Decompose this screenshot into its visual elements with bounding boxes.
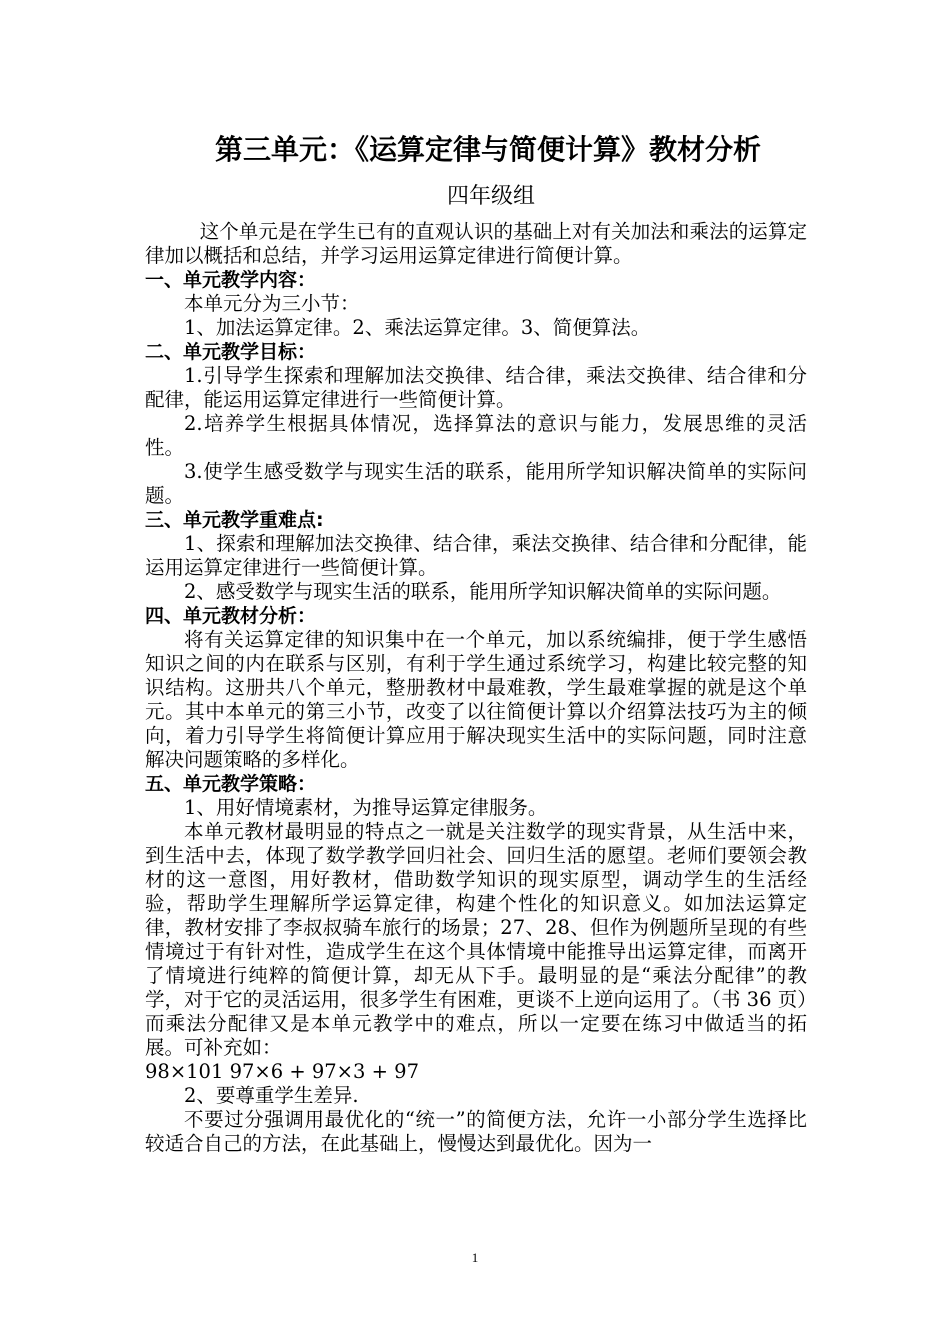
paragraph: 1.引导学生探索和理解加法交换律、结合律，乘法交换律、结合律和分配律，能运用运算定律进行一些简便计算。: [145, 364, 807, 411]
section-heading: 五、单元教学策略：: [145, 773, 317, 795]
paragraph: 1、加法运算定律。2、乘法运算定律。3、简便算法。: [184, 316, 651, 339]
document-title: 第三单元：《运算定律与简便计算》教材分析: [215, 133, 762, 166]
paragraph: 1、用好情境素材，为推导运算定律服务。: [184, 796, 548, 819]
intro-paragraph: 这个单元是在学生已有的直观认识的基础上对有关加法和乘法的运算定律加以概括和总结，并学习运用运算定律进行简便计算。: [145, 220, 807, 267]
document-page: [145, 130, 807, 1156]
section-heading: 四、单元教材分析：: [145, 605, 317, 627]
paragraph: 本单元教材最明显的特点之一就是关注数学的现实背景，从生活中来，到生活中去，体现了数学教学回归社会、回归生活的愿望。老师们要领会教材的这一意图，用好教材，借助数学知识的现实原型，调动学生的生活经验，帮助学生理解所学运算定律，构建个性化的知识意义。如加法运算定律，教材安排了李叔叔骑车旅行的场景；27、28、但作为例题所呈现的有些情境过于有针对性，造成学生在这个具体情境中能推导出运算定律，而离开了情境进行纯粹的简便计算，却无从下手。最明显的是“乘法分配律”的教学，对于它的灵活运用，很多学生有困难，更谈不上逆向运用了。（书 36 页）而乘法分配律又是本单元教学中的难点，所以一定要在练习中做适当的拓展。可补充如：: [145, 820, 807, 1059]
document-subtitle: 四年级组: [446, 184, 535, 209]
paragraph: 2.培养学生根据具体情况，选择算法的意识与能力，发展思维的灵活性。: [145, 412, 807, 459]
formula-line: 98×101 97×6 + 97×3 + 97: [145, 1060, 419, 1083]
document-body: [145, 220, 807, 1156]
paragraph: 2、感受数学与现实生活的联系，能用所学知识解决简单的实际问题。: [184, 580, 782, 603]
paragraph: 2、要尊重学生差异.: [184, 1084, 359, 1107]
section-heading: 二、单元教学目标：: [145, 341, 317, 363]
paragraph: 不要过分强调用最优化的“统一”的简便方法，允许一小部分学生选择比较适合自己的方法，在此基础上，慢慢达到最优化。因为一: [145, 1108, 807, 1155]
section-heading: 三、单元教学重难点:: [145, 509, 324, 531]
section-heading: 一、单元教学内容：: [145, 269, 317, 291]
paragraph: 1、探索和理解加法交换律、结合律，乘法交换律、结合律和分配律，能运用运算定律进行一些简便计算。: [145, 532, 807, 579]
page-number: 1: [471, 1250, 479, 1265]
paragraph: 3.使学生感受数学与现实生活的联系，能用所学知识解决简单的实际问题。: [145, 460, 807, 507]
paragraph: 将有关运算定律的知识集中在一个单元，加以系统编排，便于学生感悟知识之间的内在联系与区别，有利于学生通过系统学习，构建比较完整的知识结构。这册共八个单元，整册教材中最难教，学生最难掌握的就是这个单元。其中本单元的第三小节，改变了以往简便计算以介绍算法技巧为主的倾向，着力引导学生将简便计算应用于解决现实生活中的实际问题，同时注意解决问题策略的多样化。: [145, 628, 807, 771]
paragraph: 本单元分为三小节：: [184, 292, 360, 315]
